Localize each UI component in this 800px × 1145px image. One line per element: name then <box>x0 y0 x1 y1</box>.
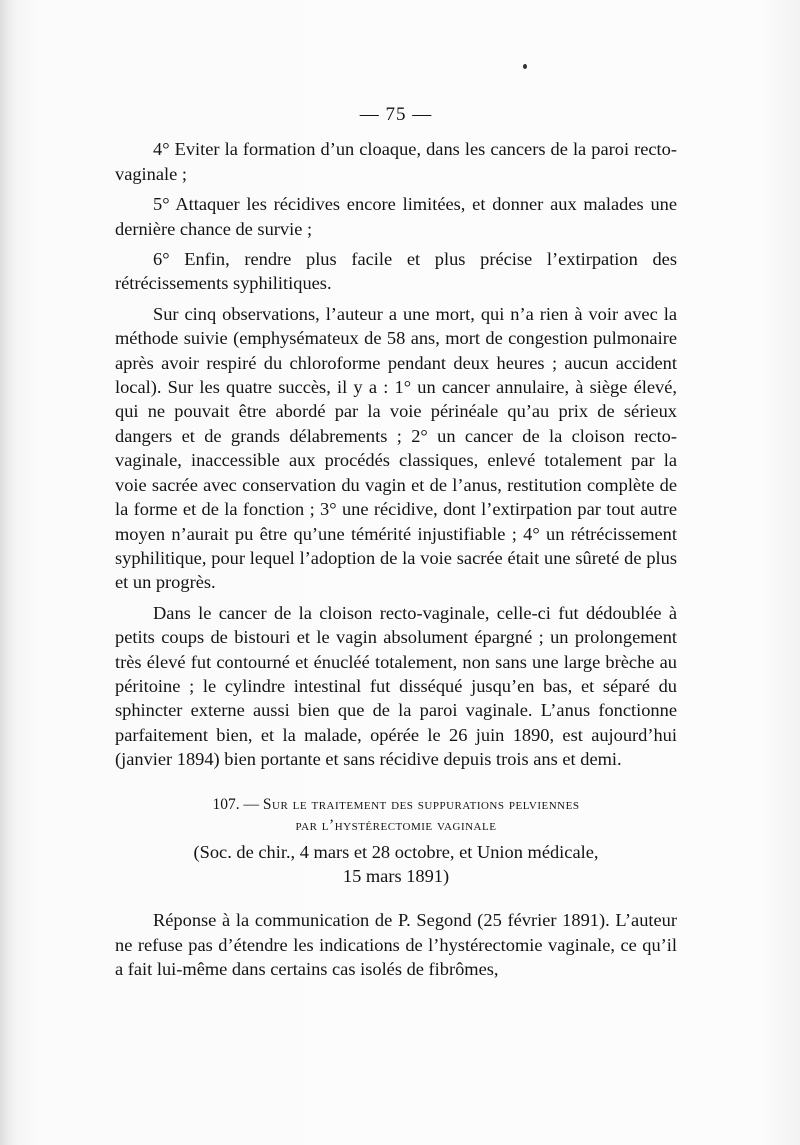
section-number: 107. — <box>212 795 263 813</box>
ink-speck <box>523 64 527 69</box>
paragraph-item-6: 6° Enfin, rendre plus facile et plus précise l’extirpation des rétrécissements syphilitiques. <box>115 249 677 294</box>
paragraph-item-5: 5° Attaquer les récidives encore limitées, et donner aux malades une dernière chance de survie ; <box>115 194 677 239</box>
paragraph-recto-vaginal: Dans le cancer de la cloison recto-vaginale, celle-ci fut dédoublée à petits coups de bistouri et le vagin absolument épargné ; un prolongement très élevé fut contourné et énucléé totalement, non sans une large brèche au péritoine ; le cylindre intestinal fut disséqué jusqu’en bas, et séparé du sphincter externe aussi bien que de la paroi vaginale. L’anus fonctionne parfaitement bien, et la malade, opérée le 26 juin 1890, est aujourd’hui (janvier 1894) bien portante et sans récidive depuis trois ans et demi. <box>115 602 677 770</box>
paragraph-observations: Sur cinq observations, l’auteur a une mort, qui n’a rien à voir avec la méthode suivie (emphysémateux de 58 ans, mort de congestion pulmonaire après avoir respiré du chloroforme pendant deux heures ; aucun accident local). Sur les quatre succès, il y a : 1° un cancer annulaire, à siège élevé, qui ne pouvait être abordé par la voie périnéale qu’au prix de sérieux dangers et de grands délabrements ; 2° un cancer de la cloison recto-vaginale, inaccessible aux procédés classiques, enlevé totalement par la voie sacrée avec conservation du vagin et de l’anus, restitution complète de la forme et de la fonction ; 3° une récidive, dont l’extirpation par tout autre moyen n’aurait pu être qu’une témérité injustifiable ; 4° un rétrécissement syphilitique, pour lequel l’adoption de la voie sacrée était une sûreté de plus et un progrès. <box>115 303 677 593</box>
section-heading <box>115 794 677 836</box>
citation-line1: (Soc. de chir., 4 mars et 28 octobre, et Union médicale, <box>193 841 599 862</box>
page-text-block <box>115 103 677 988</box>
paragraph-response: Réponse à la communication de P. Segond (25 février 1891). L’auteur ne refuse pas d’étendre les indications de l’hystérectomie vaginale, ce qu’il a fait lui-même dans certains cas isolés de fibrômes, <box>115 910 677 980</box>
citation-line2: 15 mars 1891) <box>342 865 450 886</box>
paragraph-item-4: 4° Eviter la formation d’un cloaque, dans les cancers de la paroi recto-vaginale ; <box>115 139 677 184</box>
section-title-line1: Sur le traitement des suppurations pelviennes <box>262 795 580 813</box>
section-title-line2: par l’hystérectomie vaginale <box>295 816 497 834</box>
section-citation <box>115 840 677 889</box>
page-number: — 75 — <box>359 104 433 125</box>
